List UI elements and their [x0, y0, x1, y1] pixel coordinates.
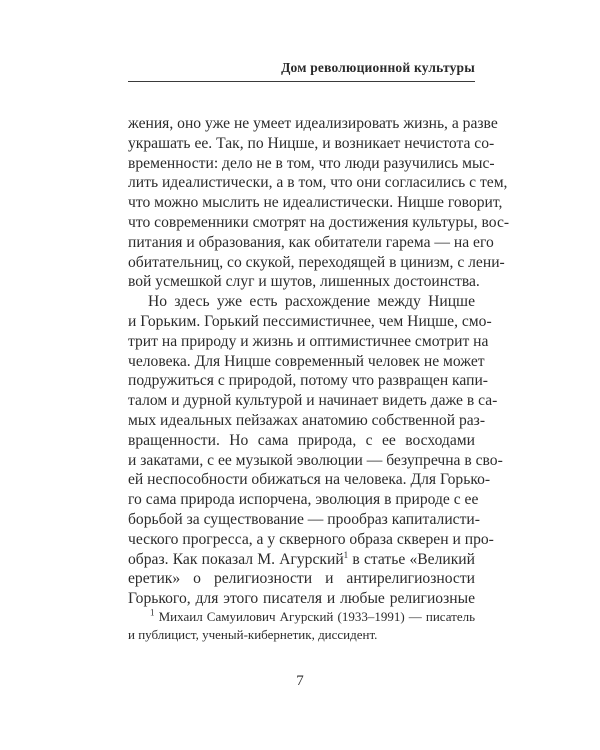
text-line: обитательниц, со скукой, переходящей в цинизм, с лени-: [128, 253, 505, 271]
text-line-with-footnote: [128, 550, 475, 570]
text-line: вой усмешкой слуг и шутов, лишенных достоинства.: [128, 273, 480, 291]
footnote-line: и публицист, ученый-кибернетик, диссидент.: [128, 626, 378, 642]
text-line: и Горьким. Горький пессимистичнее, чем Ницше, смо-: [128, 312, 492, 330]
header-rule: [128, 81, 475, 82]
text-line: жения, оно уже не умеет идеализировать жизнь, а разве: [128, 115, 498, 132]
text-line: украшать ее. Так, по Ницше, и возникает нечистота со-: [128, 134, 495, 152]
paragraph-1: [128, 114, 510, 292]
text-line: вращенности. Но сама природа, с ее восходами: [128, 431, 475, 449]
text-line: ей неспособности обижаться на человека. Для Горько-: [128, 471, 491, 489]
main-text: [128, 114, 510, 609]
text-line: питания и образования, как обитатели гарема — на его: [128, 233, 494, 251]
text-line: Но здесь уже есть расхождение между Ницше: [148, 293, 475, 311]
footnote: [128, 608, 475, 643]
paragraph-2: [128, 292, 503, 609]
text-line: еретик» о религиозности и антирелигиозности: [128, 570, 475, 588]
footnote-marker: 1: [150, 607, 155, 618]
text-line: временности: дело не в том, что люди разучились мыс-: [128, 154, 495, 172]
text-line: что современники смотрят на достижения культуры, вос-: [128, 213, 510, 231]
text-line: и закатами, с ее музыкой эволюции — безупречна в сво-: [128, 451, 503, 469]
text-line: трит на природу и жизнь и оптимистичнее смотрит на: [128, 332, 489, 350]
text-line: лить идеалистически, а в том, что они согласились с тем,: [128, 174, 508, 192]
running-header-title: Дом революционной культуры: [281, 60, 475, 75]
text-line: человека. Для Ницше современный человек не может: [128, 352, 485, 370]
text-line: ческого прогресса, а у скверного образа скверен и про-: [128, 530, 494, 548]
footnote-text: Михаил Самуилович Агурский (1933–1991) — писатель: [158, 609, 476, 624]
text-line: мых идеальных пейзажах анатомию собственной раз-: [128, 411, 486, 429]
text-fragment: образ. Как показал М. Агурский: [128, 550, 344, 568]
text-line: подружиться с природой, потому что развращен капи-: [128, 372, 488, 390]
text-line: борьбой за существование — прообраз капиталисти-: [128, 510, 480, 528]
text-line: талом и дурной культурой и начинает видеть даже в са-: [128, 392, 498, 410]
text-line: го сама природа испорчена, эволюция в природе с ее: [128, 491, 479, 509]
footnote-line: [128, 608, 475, 626]
page-number: 7: [296, 673, 304, 689]
text-line: Горького, для этого писателя и любые религиозные: [128, 590, 475, 608]
footnote-reference[interactable]: 1: [343, 549, 349, 560]
text-line: что можно мыслить не идеалистически. Ницше говорит,: [128, 194, 503, 212]
text-fragment: в статье «Великий: [348, 550, 475, 568]
